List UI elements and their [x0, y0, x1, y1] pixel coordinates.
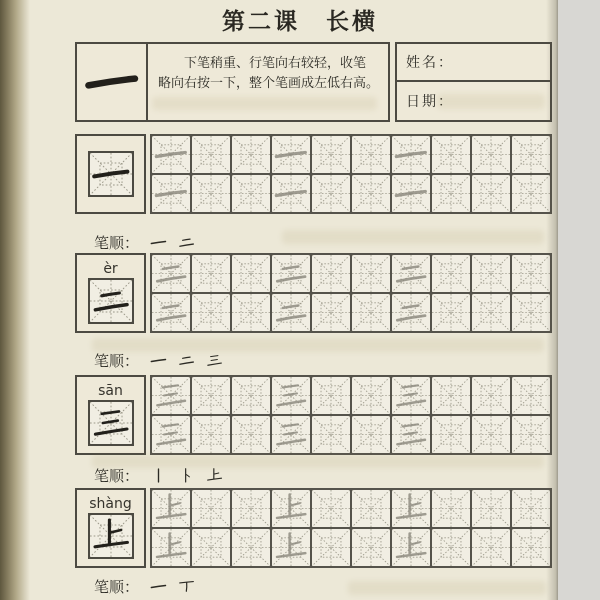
mi-grid-guides	[352, 175, 390, 212]
mi-grid-guides	[352, 136, 390, 173]
example-column	[75, 375, 146, 455]
practice-grid	[150, 253, 552, 333]
stroke-order-glyph	[150, 467, 167, 484]
char-三-strokes	[273, 417, 309, 452]
pinyin-label: èr	[103, 261, 118, 277]
char-上-strokes	[153, 530, 189, 565]
mi-grid-guides	[192, 136, 230, 173]
stroke-order-line	[94, 465, 223, 485]
practice-cell	[351, 376, 391, 415]
page-bleed-through	[437, 94, 545, 109]
stroke-order-glyph	[206, 352, 223, 369]
mi-grid-guides	[192, 175, 230, 212]
practice-cell	[431, 489, 471, 528]
mi-grid-guides	[432, 529, 470, 566]
practice-cell	[471, 254, 511, 293]
char-丁-strokes	[178, 578, 195, 595]
mi-grid-guides	[232, 136, 270, 173]
instruction-line: 下笔稍重、行笔向右较轻，收笔	[184, 55, 367, 70]
practice-cell	[511, 293, 551, 332]
practice-cell	[391, 254, 431, 293]
example-char-cell	[88, 513, 134, 559]
practice-cell	[231, 293, 271, 332]
practice-cell	[231, 254, 271, 293]
practice-cell	[391, 376, 431, 415]
practice-cell	[391, 293, 431, 332]
practice-cell	[511, 376, 551, 415]
practice-cell	[151, 489, 191, 528]
mi-grid-guides	[472, 294, 510, 331]
practice-cell	[471, 376, 511, 415]
practice-cell	[231, 376, 271, 415]
practice-cell	[191, 376, 231, 415]
mi-grid-guides	[192, 416, 230, 453]
practice-cell	[471, 293, 511, 332]
practice-cell	[311, 174, 351, 213]
practice-cell	[271, 293, 311, 332]
practice-cell	[351, 489, 391, 528]
practice-cell	[471, 174, 511, 213]
mi-grid-guides	[352, 255, 390, 292]
practice-cell	[311, 415, 351, 454]
mi-grid-guides	[472, 529, 510, 566]
stroke-order-glyph	[178, 578, 195, 595]
char-一-strokes	[150, 352, 167, 369]
stroke-order-label: 笔顺：	[94, 579, 140, 596]
date-label: 日期：	[406, 95, 454, 110]
stroke-order-glyph	[150, 352, 167, 369]
practice-cell	[311, 293, 351, 332]
practice-cell	[391, 135, 431, 174]
practice-cell	[191, 489, 231, 528]
char-卜-strokes	[178, 467, 195, 484]
practice-cell	[151, 415, 191, 454]
stroke-order-glyph	[178, 352, 195, 369]
name-label: 姓名：	[406, 56, 454, 71]
practice-cell	[431, 415, 471, 454]
practice-cell	[431, 254, 471, 293]
practice-cell	[231, 489, 271, 528]
practice-cell	[191, 415, 231, 454]
practice-cell	[151, 174, 191, 213]
mi-grid-guides	[232, 175, 270, 212]
mi-grid-guides	[432, 255, 470, 292]
char-二-strokes	[153, 256, 189, 291]
mi-grid-guides	[232, 255, 270, 292]
mi-grid-guides	[312, 294, 350, 331]
mi-grid-guides	[232, 377, 270, 414]
mi-grid-guides	[312, 490, 350, 527]
practice-cell	[151, 376, 191, 415]
practice-cell	[271, 415, 311, 454]
mi-grid-guides	[472, 175, 510, 212]
practice-cell	[191, 293, 231, 332]
stroke-order-label: 笔顺：	[94, 353, 140, 370]
char-一-strokes	[150, 234, 167, 251]
mi-grid-guides	[432, 416, 470, 453]
practice-cell	[351, 174, 391, 213]
practice-grid	[150, 375, 552, 455]
char-上-strokes	[273, 530, 309, 565]
char-二-strokes	[393, 295, 429, 330]
mi-grid-guides	[352, 529, 390, 566]
practice-cell	[231, 528, 271, 567]
mi-grid-guides	[312, 255, 350, 292]
practice-cell	[471, 489, 511, 528]
practice-section-三	[75, 375, 552, 455]
practice-cell	[431, 376, 471, 415]
practice-cell	[431, 135, 471, 174]
char-上-strokes	[153, 491, 189, 526]
stroke-order-glyph	[178, 467, 195, 484]
mi-grid-guides	[312, 136, 350, 173]
practice-grid	[150, 134, 552, 214]
practice-cell	[311, 135, 351, 174]
practice-grid	[150, 488, 552, 568]
mi-grid-guides	[352, 294, 390, 331]
char-二-strokes	[178, 352, 195, 369]
practice-cell	[391, 489, 431, 528]
char-二-strokes	[273, 295, 309, 330]
mi-grid-guides	[352, 377, 390, 414]
practice-cell	[511, 528, 551, 567]
page-bleed-through	[348, 581, 546, 595]
char-三-strokes	[273, 378, 309, 413]
practice-cell	[511, 135, 551, 174]
mi-grid-guides	[472, 416, 510, 453]
mi-grid-guides	[232, 294, 270, 331]
practice-cell	[151, 254, 191, 293]
example-column	[75, 253, 146, 333]
mi-grid-guides	[232, 490, 270, 527]
char-上-strokes	[393, 530, 429, 565]
practice-cell	[271, 254, 311, 293]
practice-cell	[231, 174, 271, 213]
char-三-strokes	[206, 352, 223, 369]
practice-cell	[431, 293, 471, 332]
char-上-strokes	[206, 467, 223, 484]
practice-cell	[431, 528, 471, 567]
example-char-cell	[88, 278, 134, 324]
page-bleed-through	[92, 455, 544, 468]
stroke-order-glyph	[206, 467, 223, 484]
practice-cell	[471, 135, 511, 174]
char-二-strokes	[178, 234, 195, 251]
char-三-strokes	[91, 403, 131, 443]
practice-cell	[391, 415, 431, 454]
mi-grid-guides	[192, 294, 230, 331]
mi-grid-guides	[192, 529, 230, 566]
practice-cell	[151, 293, 191, 332]
pinyin-label: sān	[98, 383, 123, 399]
practice-cell	[311, 376, 351, 415]
practice-cell	[271, 135, 311, 174]
mi-grid-guides	[312, 416, 350, 453]
stroke-order-glyph	[150, 578, 167, 595]
practice-cell	[511, 489, 551, 528]
example-column	[75, 134, 146, 214]
instruction-line: 略向右按一下，整个笔画成左低右高。	[158, 75, 380, 91]
practice-section-上	[75, 488, 552, 568]
mi-grid-guides	[512, 416, 550, 453]
mi-grid-guides	[432, 377, 470, 414]
char-丨-strokes	[150, 467, 167, 484]
mi-grid-guides	[512, 255, 550, 292]
practice-cell	[311, 528, 351, 567]
practice-cell	[311, 254, 351, 293]
mi-grid-guides	[312, 175, 350, 212]
char-一-strokes	[273, 176, 309, 211]
mi-grid-guides	[432, 490, 470, 527]
stroke-order-label: 笔顺：	[94, 468, 140, 485]
practice-cell	[151, 528, 191, 567]
mi-grid-guides	[312, 529, 350, 566]
mi-grid-guides	[472, 377, 510, 414]
char-二-strokes	[393, 256, 429, 291]
page-bleed-through	[92, 338, 544, 352]
practice-cell	[191, 254, 231, 293]
mi-grid-guides	[512, 529, 550, 566]
practice-cell	[271, 376, 311, 415]
practice-cell	[391, 528, 431, 567]
mi-grid-guides	[192, 377, 230, 414]
practice-cell	[471, 415, 511, 454]
mi-grid-guides	[192, 490, 230, 527]
char-上-strokes	[393, 491, 429, 526]
char-一-strokes	[150, 578, 167, 595]
practice-cell	[351, 415, 391, 454]
practice-cell	[471, 528, 511, 567]
practice-cell	[351, 254, 391, 293]
mi-grid-guides	[232, 416, 270, 453]
mi-grid-guides	[352, 490, 390, 527]
mi-grid-guides	[432, 294, 470, 331]
practice-cell	[351, 528, 391, 567]
stroke-order-line	[94, 576, 195, 596]
char-三-strokes	[393, 417, 429, 452]
char-一-strokes	[153, 176, 189, 211]
example-char-cell	[88, 400, 134, 446]
practice-section-二	[75, 253, 552, 333]
name-date-box	[395, 42, 552, 122]
practice-cell	[191, 174, 231, 213]
mi-grid-guides	[472, 136, 510, 173]
practice-cell	[511, 174, 551, 213]
char-上-strokes	[91, 516, 131, 556]
mi-grid-guides	[472, 490, 510, 527]
stroke-order-label: 笔顺：	[94, 235, 140, 252]
char-上-strokes	[273, 491, 309, 526]
char-三-strokes	[393, 378, 429, 413]
char-一-strokes	[393, 176, 429, 211]
practice-cell	[151, 135, 191, 174]
practice-cell	[311, 489, 351, 528]
practice-section-一	[75, 134, 552, 214]
char-一-strokes	[153, 137, 189, 172]
stroke-order-glyph	[150, 234, 167, 251]
practice-cell	[271, 489, 311, 528]
mi-grid-guides	[192, 255, 230, 292]
mi-grid-guides	[512, 294, 550, 331]
practice-cell	[351, 293, 391, 332]
char-一-strokes	[273, 137, 309, 172]
char-一-strokes	[84, 54, 140, 110]
practice-cell	[391, 174, 431, 213]
pinyin-label: shàng	[89, 496, 132, 512]
mi-grid-guides	[232, 529, 270, 566]
char-一-strokes	[393, 137, 429, 172]
char-三-strokes	[153, 378, 189, 413]
mi-grid-guides	[312, 377, 350, 414]
mi-grid-guides	[352, 416, 390, 453]
example-char-cell	[88, 151, 134, 197]
mi-grid-guides	[512, 377, 550, 414]
mi-grid-guides	[432, 175, 470, 212]
practice-cell	[431, 174, 471, 213]
mi-grid-guides	[472, 255, 510, 292]
practice-cell	[191, 528, 231, 567]
practice-cell	[231, 135, 271, 174]
page-gutter-shadow	[0, 0, 30, 600]
char-二-strokes	[153, 295, 189, 330]
practice-cell	[511, 254, 551, 293]
stroke-instruction-box	[75, 42, 390, 122]
stroke-order-line	[94, 350, 223, 370]
practice-cell	[271, 528, 311, 567]
practice-cell	[271, 174, 311, 213]
page-bleed-through	[152, 97, 377, 110]
practice-cell	[191, 135, 231, 174]
char-三-strokes	[153, 417, 189, 452]
practice-cell	[511, 415, 551, 454]
example-column	[75, 488, 146, 568]
char-二-strokes	[91, 281, 131, 321]
example-stroke-cell	[77, 44, 148, 120]
mi-grid-guides	[432, 136, 470, 173]
mi-grid-guides	[512, 175, 550, 212]
stroke-order-line	[94, 232, 195, 252]
practice-cell	[351, 135, 391, 174]
lesson-title: 第二课 长横	[222, 9, 378, 34]
page-bleed-through	[282, 230, 544, 244]
practice-cell	[231, 415, 271, 454]
mi-grid-guides	[512, 490, 550, 527]
page-edge-shadow	[546, 0, 558, 600]
name-row	[397, 44, 550, 82]
char-一-strokes	[91, 154, 131, 194]
char-二-strokes	[273, 256, 309, 291]
stroke-order-glyph	[178, 234, 195, 251]
mi-grid-guides	[512, 136, 550, 173]
